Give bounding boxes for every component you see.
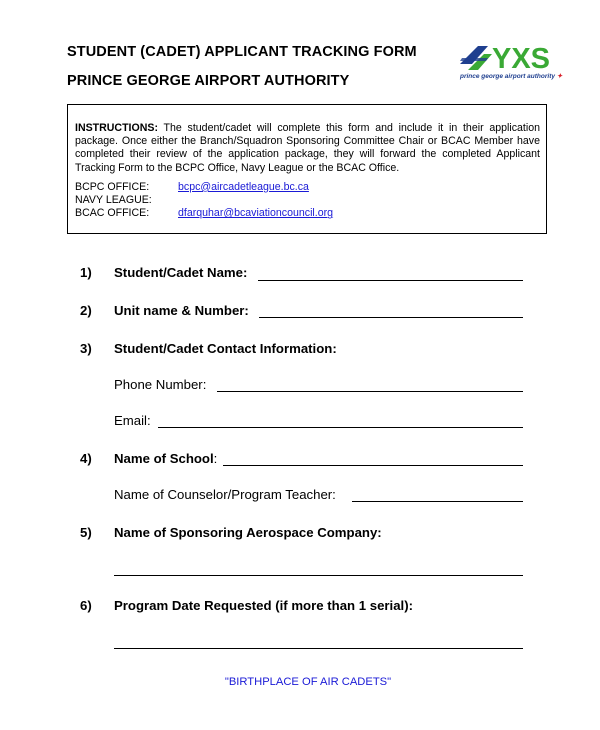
school-label-colon: : — [213, 451, 218, 466]
question-number: 3) — [80, 341, 92, 356]
question-number: 4) — [80, 451, 92, 466]
instructions-text: The student/cadet will complete this form and include it in their application package. Once either the Branch/Squadron Sponsoring Committee Chair or BCAC Member have completed their review of the application package, they will forward the completed Applicant Tracking Form to the BCPC Office, Navy League or the BCAC Office. — [75, 122, 540, 174]
form-title: STUDENT (CADET) APPLICANT TRACKING FORM — [67, 44, 417, 60]
footer-motto: "BIRTHPLACE OF AIR CADETS" — [224, 676, 392, 688]
email-field[interactable] — [158, 427, 523, 428]
logo-tagline-text: prince george airport authority — [460, 73, 555, 80]
instructions-paragraph — [75, 122, 540, 175]
phone-label: Phone Number: — [114, 377, 207, 392]
organization-name: PRINCE GEORGE AIRPORT AUTHORITY — [67, 73, 350, 89]
office-email-link[interactable]: dfarquhar@bcaviationcouncil.org — [178, 207, 334, 220]
program-date-label: Program Date Requested (if more than 1 serial): — [114, 598, 413, 613]
logo-text: YXS — [492, 43, 551, 74]
school-field[interactable] — [223, 465, 523, 466]
maple-leaf-icon: ✦ — [556, 73, 563, 80]
office-label: BCPC OFFICE: — [75, 180, 150, 193]
question-number: 1) — [80, 265, 92, 280]
phone-field[interactable] — [217, 391, 523, 392]
email-label: Email: — [114, 413, 151, 428]
question-number: 2) — [80, 303, 92, 318]
instructions-label: INSTRUCTIONS: — [75, 122, 158, 134]
student-name-label: Student/Cadet Name: — [114, 265, 248, 280]
sponsor-company-label: Name of Sponsoring Aerospace Company: — [114, 525, 382, 540]
question-number: 5) — [80, 525, 92, 540]
office-contacts — [75, 181, 540, 221]
unit-name-label: Unit name & Number: — [114, 303, 249, 318]
office-row-bcpc — [75, 181, 540, 194]
office-label: BCAC OFFICE: — [75, 207, 150, 220]
program-date-field[interactable] — [114, 648, 523, 649]
unit-name-field[interactable] — [259, 317, 523, 318]
office-email-link[interactable]: bcpc@aircadetleague.bc.ca — [178, 180, 309, 193]
office-row-navy-league — [75, 194, 540, 207]
plane-logo-icon — [458, 40, 554, 74]
instructions-box — [67, 104, 547, 234]
question-number: 6) — [80, 598, 92, 613]
counselor-label: Name of Counselor/Program Teacher: — [114, 487, 336, 502]
contact-info-label: Student/Cadet Contact Information: — [114, 341, 337, 356]
sponsor-company-field[interactable] — [114, 575, 523, 576]
office-row-bcac — [75, 207, 540, 220]
logo-tagline — [460, 72, 562, 80]
school-label — [114, 451, 217, 466]
counselor-field[interactable] — [352, 501, 523, 502]
yxs-logo — [458, 40, 563, 82]
office-label: NAVY LEAGUE: — [75, 194, 152, 206]
student-name-field[interactable] — [258, 280, 523, 281]
school-label-text: Name of School — [114, 451, 214, 466]
